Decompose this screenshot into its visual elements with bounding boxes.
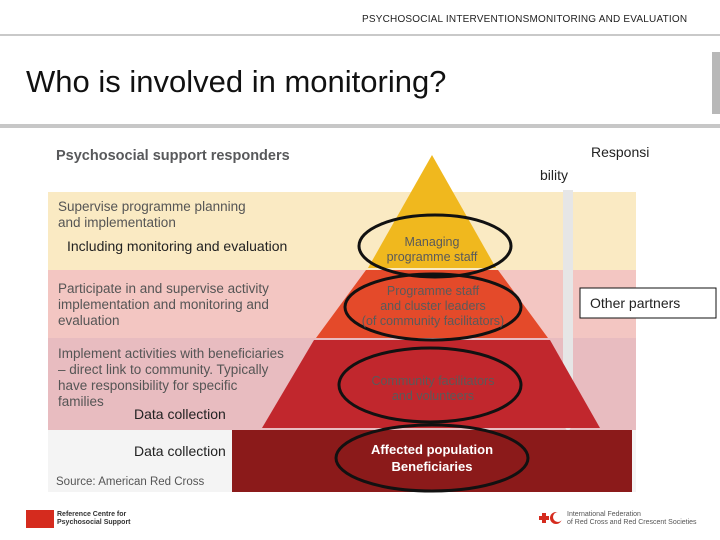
responsibility-text-top: Responsi [591,144,650,160]
responsibility-text-bottom: bility [540,167,569,183]
header-section-text: PSYCHOSOCIAL INTERVENTIONSMONITORING AND EVALUATION [362,14,688,25]
ifrc-logo: International Federation of Red Cross and Red Crescent Societies [536,510,697,528]
data-collection-text-1: Data collection [134,406,226,422]
reference-centre-mark-icon [26,510,54,528]
data-collection-text-2: Data collection [134,443,226,459]
other-partners-text: Other partners [590,295,681,311]
label-programme: Participate in and supervise activity implementation and monitoring and evaluation [58,281,269,328]
reference-centre-logo: Reference Centre for Psychosocial Support [26,510,131,528]
label-managing: Supervise programme planning and implementation [58,199,246,230]
label-community: Implement activities with beneficiaries – direct link to community. Typically have responsibility for specific families [58,346,284,409]
tier-label-managing: Managing programme staff [386,235,478,264]
tier-label-community: Community facilitators and volunteers [371,374,495,403]
tier-label-programme: Programme staff and cluster leaders (of community facilitators) [361,284,505,328]
diagram-heading: Psychosocial support responders [56,148,290,164]
tier-label-beneficiaries: Affected population Beneficiaries [370,442,494,474]
source-note: Source: American Red Cross [56,476,205,488]
slide-title: Who is involved in monitoring? [26,64,447,99]
including-monitoring-text: Including monitoring and evaluation [67,238,288,254]
red-cross-crescent-icon [536,510,564,528]
